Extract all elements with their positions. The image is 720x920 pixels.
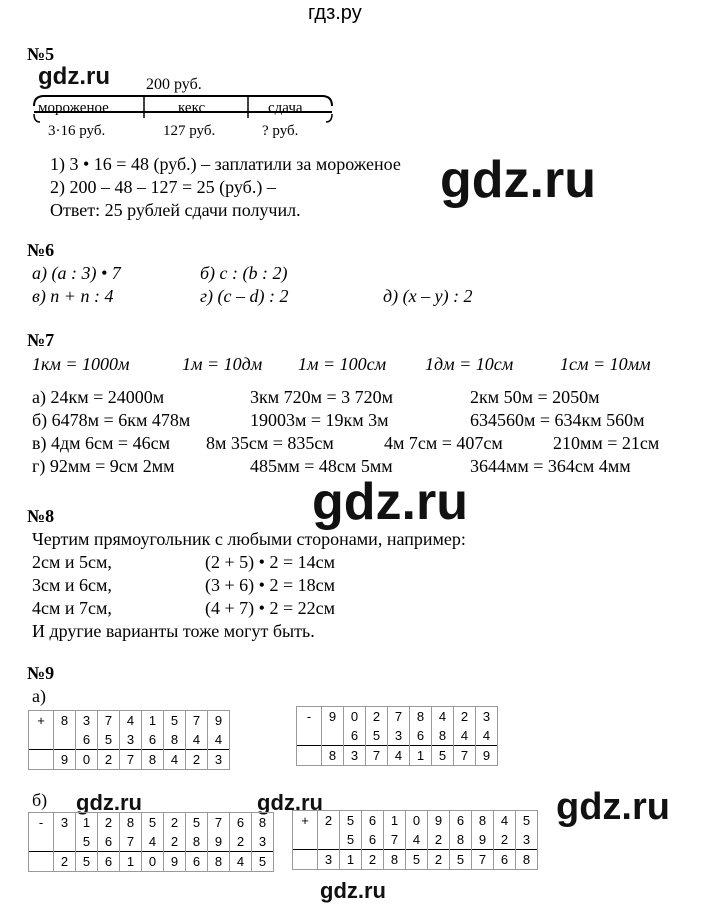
digit-cell: 9 (322, 707, 344, 727)
diagram-value-change: ? руб. (262, 123, 299, 139)
task-7-number: №7 (27, 330, 55, 350)
watermark: gdz.ru (440, 151, 596, 209)
digit-cell: 3 (252, 832, 274, 852)
digit-cell: 9 (164, 852, 186, 872)
digit-cell: 4 (432, 707, 454, 727)
task-8-calc: (2 + 5) • 2 = 14см (205, 552, 335, 572)
operation-sign: + (293, 811, 318, 831)
task-7-cell: 2км 50м = 2050м (470, 387, 600, 407)
digit-cell: 5 (340, 830, 362, 850)
digit-cell: 3 (54, 813, 76, 833)
digit-cell: 6 (450, 811, 472, 831)
digit-cell: 8 (252, 813, 274, 833)
task-8-calc: (3 + 6) • 2 = 18см (205, 575, 335, 595)
digit-cell: 8 (384, 850, 406, 870)
task-7-cell: 8м 35см = 835см (206, 433, 334, 453)
digit-cell: 3 (344, 746, 366, 766)
digit-cell: 1 (340, 850, 362, 870)
sign-cell (297, 726, 322, 746)
task-9-number: №9 (27, 663, 55, 683)
digit-cell: 5 (164, 711, 186, 731)
digit-cell: 4 (120, 711, 142, 731)
digit-cell: 3 (318, 850, 340, 870)
digit-cell: 8 (54, 711, 76, 731)
diagram-value-cake: 127 руб. (163, 123, 216, 139)
task-8-calc: (4 + 7) • 2 = 22см (205, 598, 335, 618)
digit-cell: 9 (208, 832, 230, 852)
digit-cell: 3 (476, 707, 498, 727)
digit-cell: 2 (428, 830, 450, 850)
digit-cell: 8 (142, 750, 164, 770)
unit-conversion: 1дм = 10см (425, 354, 514, 374)
sign-cell (29, 730, 54, 750)
digit-cell: 5 (76, 852, 98, 872)
digit-cell: 7 (186, 711, 208, 731)
sign-cell (29, 852, 54, 872)
digit-cell: 0 (76, 750, 98, 770)
digit-cell: 2 (164, 813, 186, 833)
digit-cell: 8 (164, 730, 186, 750)
digit-cell: 2 (164, 832, 186, 852)
digit-cell: 6 (344, 726, 366, 746)
digit-cell: 8 (186, 832, 208, 852)
task-7-cell: 210мм = 21см (553, 433, 660, 453)
digit-cell: 4 (476, 726, 498, 746)
operation-sign: - (29, 813, 54, 833)
task-7-cell: 4м 7см = 407см (384, 433, 503, 453)
task-9-part-a: а) (32, 686, 46, 706)
task-5-line: 1) 3 • 16 = 48 (руб.) – заплатили за мороженое (50, 154, 401, 174)
digit-cell: 9 (428, 811, 450, 831)
digit-cell: 6 (494, 850, 516, 870)
task-5-number: №5 (27, 44, 55, 64)
column-subtraction-grid (28, 812, 274, 872)
task-6-item: а) (a : 3) • 7 (32, 263, 121, 283)
diagram-part-cake: кекс (178, 100, 206, 116)
task-7-cell: 634560м = 634км 560м (470, 410, 645, 430)
task-7-cell: 19003м = 19км 3м (250, 410, 389, 430)
digit-cell: 3 (76, 711, 98, 731)
task-6-item: г) (c – d) : 2 (200, 286, 289, 306)
digit-cell: 8 (432, 726, 454, 746)
task-5-answer: Ответ: 25 рублей сдачи получил. (50, 200, 301, 220)
task-7-cell: б) 6478м = 6км 478м (32, 410, 191, 430)
digit-cell: 2 (454, 707, 476, 727)
unit-conversion: 1м = 10дм (182, 354, 263, 374)
watermark: gdz.ru (257, 790, 323, 815)
digit-cell: 8 (410, 707, 432, 727)
digit-cell: 4 (406, 830, 428, 850)
watermark: gdz.ru (38, 63, 110, 90)
digit-cell: 7 (384, 830, 406, 850)
digit-cell: 0 (142, 852, 164, 872)
digit-cell: 7 (120, 750, 142, 770)
digit-cell: 2 (366, 707, 388, 727)
diagram-part-change: сдача (268, 100, 303, 116)
digit-cell (322, 726, 344, 746)
digit-cell: 2 (186, 750, 208, 770)
site-header: гдз.ру (308, 2, 362, 24)
column-addition-grid (28, 710, 230, 770)
digit-cell: 5 (186, 813, 208, 833)
diagram-part-ice-cream: мороженое (38, 100, 109, 116)
digit-cell: 6 (76, 730, 98, 750)
digit-cell: 1 (410, 746, 432, 766)
task-6-item: д) (x – y) : 2 (383, 286, 473, 306)
digit-cell: 7 (98, 711, 120, 731)
task-7-cell: г) 92мм = 9см 2мм (32, 456, 175, 476)
unit-conversion: 1км = 1000м (32, 354, 130, 374)
digit-cell: 9 (54, 750, 76, 770)
digit-cell: 6 (410, 726, 432, 746)
watermark: gdz.ru (556, 786, 670, 828)
digit-cell: 6 (230, 813, 252, 833)
digit-cell: 4 (494, 811, 516, 831)
operation-sign: + (29, 711, 54, 731)
unit-conversion: 1м = 100см (298, 354, 387, 374)
watermark: gdz.ru (312, 473, 468, 531)
digit-cell: 1 (120, 852, 142, 872)
digit-cell: 2 (428, 850, 450, 870)
digit-cell: 6 (186, 852, 208, 872)
digit-cell: 7 (472, 850, 494, 870)
digit-cell: 4 (186, 730, 208, 750)
digit-cell: 4 (142, 832, 164, 852)
digit-cell: 5 (516, 811, 538, 831)
sign-cell (293, 830, 318, 850)
digit-cell: 5 (366, 726, 388, 746)
task-6-item: в) n + n : 4 (32, 286, 114, 306)
digit-cell (318, 830, 340, 850)
sign-cell (297, 746, 322, 766)
digit-cell: 9 (476, 746, 498, 766)
digit-cell: 6 (362, 830, 384, 850)
task-8-line: И другие варианты тоже могут быть. (32, 621, 315, 641)
task-8-side: 2см и 5см, (32, 552, 112, 572)
digit-cell: 9 (208, 711, 230, 731)
digit-cell: 8 (472, 811, 494, 831)
digit-cell: 3 (208, 750, 230, 770)
task-6-number: №6 (27, 240, 55, 260)
digit-cell: 4 (388, 746, 410, 766)
digit-cell: 5 (406, 850, 428, 870)
column-addition-grid (292, 810, 538, 870)
digit-cell: 3 (388, 726, 410, 746)
digit-cell: 8 (516, 850, 538, 870)
digit-cell: 2 (54, 852, 76, 872)
digit-cell: 4 (454, 726, 476, 746)
digit-cell: 5 (98, 730, 120, 750)
digit-cell: 2 (98, 813, 120, 833)
column-subtraction-grid (296, 706, 498, 766)
sign-cell (29, 750, 54, 770)
digit-cell: 4 (230, 852, 252, 872)
task-7-cell: 3644мм = 364см 4мм (470, 456, 631, 476)
task-6-item: б) c : (b : 2) (200, 263, 288, 283)
digit-cell: 5 (450, 850, 472, 870)
digit-cell: 6 (98, 832, 120, 852)
task-8-side: 3см и 6см, (32, 575, 112, 595)
digit-cell (54, 730, 76, 750)
sign-cell (29, 832, 54, 852)
digit-cell: 1 (76, 813, 98, 833)
diagram-total: 200 руб. (146, 76, 202, 93)
digit-cell: 7 (366, 746, 388, 766)
task-5-line: 2) 200 – 48 – 127 = 25 (руб.) – (50, 177, 276, 197)
digit-cell: 1 (142, 711, 164, 731)
digit-cell: 8 (322, 746, 344, 766)
digit-cell: 7 (208, 813, 230, 833)
digit-cell: 1 (384, 811, 406, 831)
digit-cell (54, 832, 76, 852)
digit-cell: 4 (208, 730, 230, 750)
digit-cell: 6 (142, 730, 164, 750)
digit-cell: 7 (454, 746, 476, 766)
digit-cell: 7 (120, 832, 142, 852)
digit-cell: 8 (120, 813, 142, 833)
watermark: gdz.ru (76, 790, 142, 815)
task-8-number: №8 (27, 506, 55, 526)
digit-cell: 3 (516, 830, 538, 850)
digit-cell: 5 (340, 811, 362, 831)
digit-cell: 3 (120, 730, 142, 750)
task-7-cell: а) 24км = 24000м (32, 387, 165, 407)
digit-cell: 2 (494, 830, 516, 850)
digit-cell: 4 (164, 750, 186, 770)
digit-cell: 2 (318, 811, 340, 831)
digit-cell: 5 (142, 813, 164, 833)
sign-cell (293, 850, 318, 870)
task-8-line: Чертим прямоугольник с любыми сторонами, например: (32, 529, 466, 549)
digit-cell: 0 (406, 811, 428, 831)
task-7-cell: 485мм = 48см 5мм (250, 456, 393, 476)
watermark: gdz.ru (320, 878, 386, 903)
digit-cell: 8 (450, 830, 472, 850)
digit-cell: 5 (252, 852, 274, 872)
digit-cell: 2 (362, 850, 384, 870)
task-7-cell: 3км 720м = 3 720м (250, 387, 394, 407)
digit-cell: 0 (344, 707, 366, 727)
diagram-value-ice-cream: 3·16 руб. (48, 123, 106, 139)
digit-cell: 7 (388, 707, 410, 727)
task-8-side: 4см и 7см, (32, 598, 112, 618)
digit-cell: 9 (472, 830, 494, 850)
digit-cell: 6 (98, 852, 120, 872)
digit-cell: 2 (98, 750, 120, 770)
unit-conversion: 1см = 10мм (560, 354, 651, 374)
digit-cell: 5 (76, 832, 98, 852)
digit-cell: 6 (362, 811, 384, 831)
task-9-part-b: б) (32, 790, 48, 810)
digit-cell: 8 (208, 852, 230, 872)
digit-cell: 2 (230, 832, 252, 852)
digit-cell: 5 (432, 746, 454, 766)
task-7-cell: в) 4дм 6см = 46см (32, 433, 170, 453)
operation-sign: - (297, 707, 322, 727)
